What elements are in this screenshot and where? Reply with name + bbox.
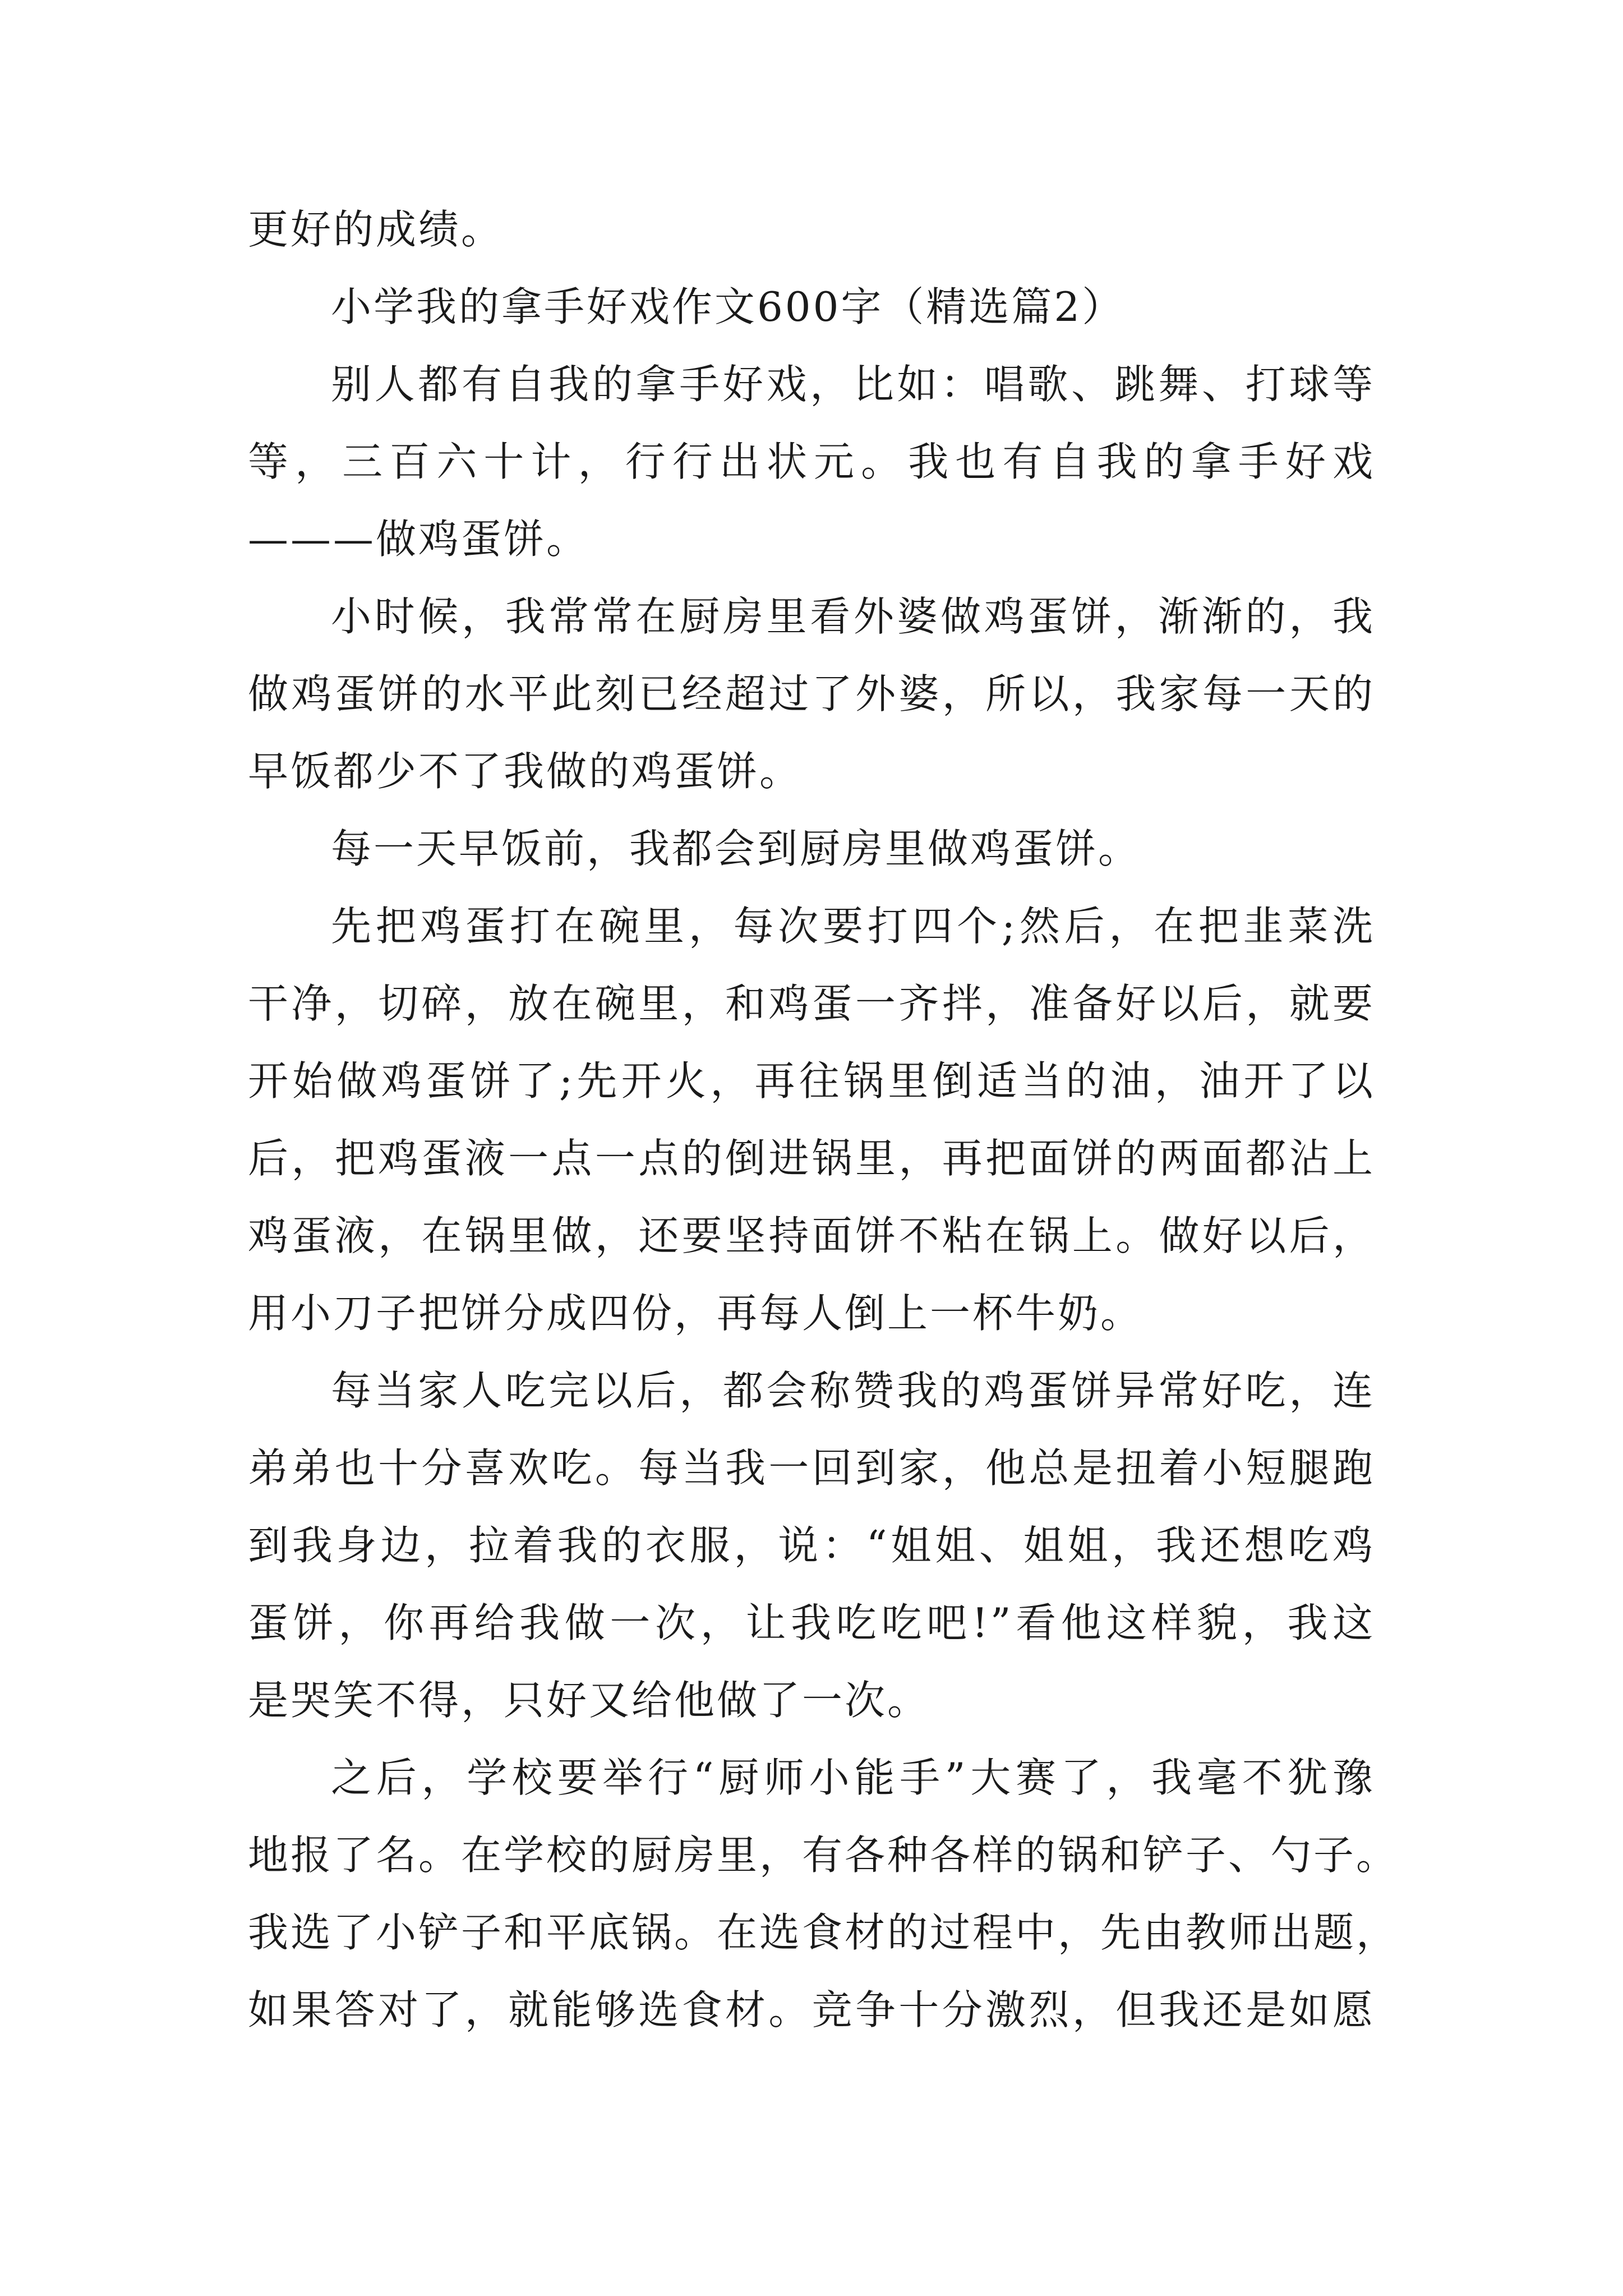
text-line: 每当家人吃完以后，都会称赞我的鸡蛋饼异常好吃，连 xyxy=(331,1367,1375,1414)
text-line: 小时候，我常常在厨房里看外婆做鸡蛋饼，渐渐的，我 xyxy=(331,593,1375,640)
text-line: 到我身边，拉着我的衣服，说：“姐姐、姐姐，我还想吃鸡 xyxy=(248,1522,1375,1569)
text-line: 之后，学校要举行“厨师小能手”大赛了，我毫不犹豫 xyxy=(331,1754,1375,1801)
text-line: 别人都有自我的拿手好戏，比如：唱歌、跳舞、打球等 xyxy=(331,361,1375,408)
text-line: 等，三百六十计，行行出状元。我也有自我的拿手好戏 xyxy=(248,438,1375,485)
text-line: 早饭都少不了我做的鸡蛋饼。 xyxy=(248,748,803,795)
text-line: 开始做鸡蛋饼了;先开火，再往锅里倒适当的油，油开了以 xyxy=(248,1057,1375,1105)
text-line: 弟弟也十分喜欢吃。每当我一回到家，他总是扭着小短腿跑 xyxy=(248,1444,1375,1492)
text-line: 做鸡蛋饼的水平此刻已经超过了外婆，所以，我家每一天的 xyxy=(248,670,1375,717)
text-line: 用小刀子把饼分成四份，再每人倒上一杯牛奶。 xyxy=(248,1290,1144,1337)
text-line: 鸡蛋液，在锅里做，还要坚持面饼不粘在锅上。做好以后， xyxy=(248,1212,1375,1259)
text-line: 每一天早饭前，我都会到厨房里做鸡蛋饼。 xyxy=(331,825,1141,872)
section-heading: 小学我的拿手好戏作文600字（精选篇2） xyxy=(331,283,1125,330)
text-line: 地报了名。在学校的厨房里，有各种各样的锅和铲子、勺子。 xyxy=(248,1832,1399,1879)
text-line: 干净，切碎，放在碗里，和鸡蛋一齐拌，准备好以后，就要 xyxy=(248,980,1375,1027)
text-line: 更好的成绩。 xyxy=(248,206,504,253)
text-line: 后，把鸡蛋液一点一点的倒进锅里，再把面饼的两面都沾上 xyxy=(248,1135,1375,1182)
text-line: 蛋饼，你再给我做一次，让我吃吃吧!”看他这样貌，我这 xyxy=(248,1599,1375,1646)
text-line: 先把鸡蛋打在碗里，每次要打四个;然后，在把韭菜洗 xyxy=(331,903,1375,950)
text-line: 是哭笑不得，只好又给他做了一次。 xyxy=(248,1677,930,1724)
text-line: 如果答对了，就能够选食材。竞争十分激烈，但我还是如愿 xyxy=(248,1986,1375,2033)
text-line: ———做鸡蛋饼。 xyxy=(248,516,589,563)
article-body xyxy=(248,191,1399,2049)
text-line: 我选了小铲子和平底锅。在选食材的过程中，先由教师出题， xyxy=(248,1909,1399,1956)
